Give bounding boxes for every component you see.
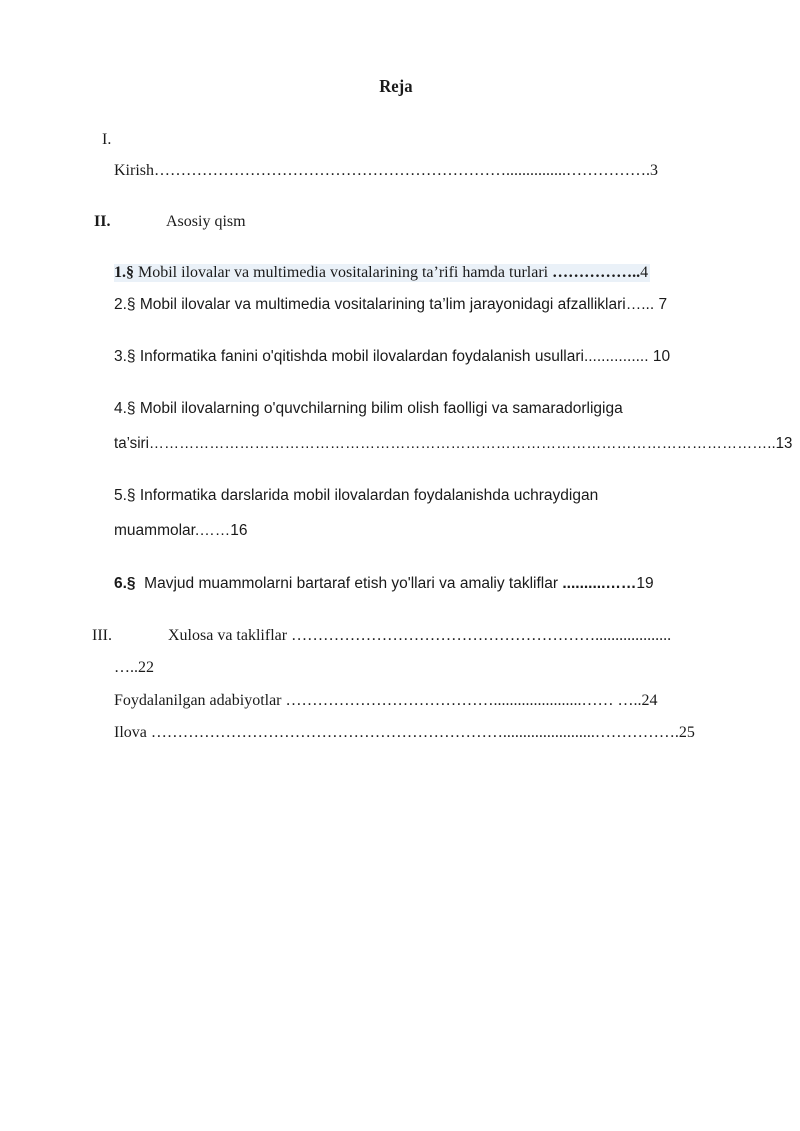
toc-entry-chapter-3: 3.§ Informatika fanini o'qitishda mobil ilovalardan foydalanish usullari............... 10 xyxy=(114,348,671,365)
section-ii-label: Asosiy qism xyxy=(166,213,246,230)
section-ii-numeral: II. xyxy=(94,213,111,230)
chapter-6-number: 6.§ xyxy=(114,575,136,592)
section-i-numeral: I. xyxy=(102,131,112,148)
toc-entry-conclusion: Xulosa va takliflar …………………………………………………................... xyxy=(168,627,672,644)
chapter-1-title: Mobil ilovalar va multimedia vositalarining ta’rifi hamda turlari xyxy=(134,264,553,281)
chapter-6-title: Mavjud muammolarni bartaraf etish yo'llari va amaliy takliflar xyxy=(135,575,563,592)
toc-entry-chapter-4-line-1: 4.§ Mobil ilovalarning o'quvchilarning bilim olish faolligi va samaradorligiga xyxy=(114,400,623,417)
toc-entry-chapter-4-line-2: ta’siri……………………………………………………………………………………………………………..13 xyxy=(114,435,793,452)
toc-entry-references: Foydalanilgan adabiyotlar …………………………………......................…… …..24 xyxy=(114,692,658,709)
chapter-1-dots: …………….. xyxy=(552,264,641,281)
chapter-6-page: 19 xyxy=(636,575,654,592)
section-iii-numeral: III. xyxy=(92,627,112,644)
chapter-1-page: 4 xyxy=(640,264,649,281)
toc-entry-chapter-1 xyxy=(114,264,650,282)
toc-entry-kirish: Kirish…………………………………………………………...............…………….3 xyxy=(114,162,658,179)
toc-entry-chapter-5-line-2: muammolar.……16 xyxy=(114,522,248,539)
chapter-6-dots: ..........…… xyxy=(562,575,637,592)
toc-entry-chapter-2: 2.§ Mobil ilovalar va multimedia vositalarining ta’lim jarayonidagi afzalliklari…... 7 xyxy=(114,296,668,313)
toc-entry-chapter-6 xyxy=(114,575,654,593)
toc-entry-appendix: Ilova ………………………………………………………….......................…………….25 xyxy=(114,724,695,741)
toc-entry-chapter-5-line-1: 5.§ Informatika darslarida mobil ilovalardan foydalanishda uchraydigan xyxy=(114,487,599,504)
toc-entry-conclusion-page: …..22 xyxy=(114,659,154,676)
page-title: Reja xyxy=(379,76,413,96)
chapter-1-number: 1.§ xyxy=(114,264,134,281)
